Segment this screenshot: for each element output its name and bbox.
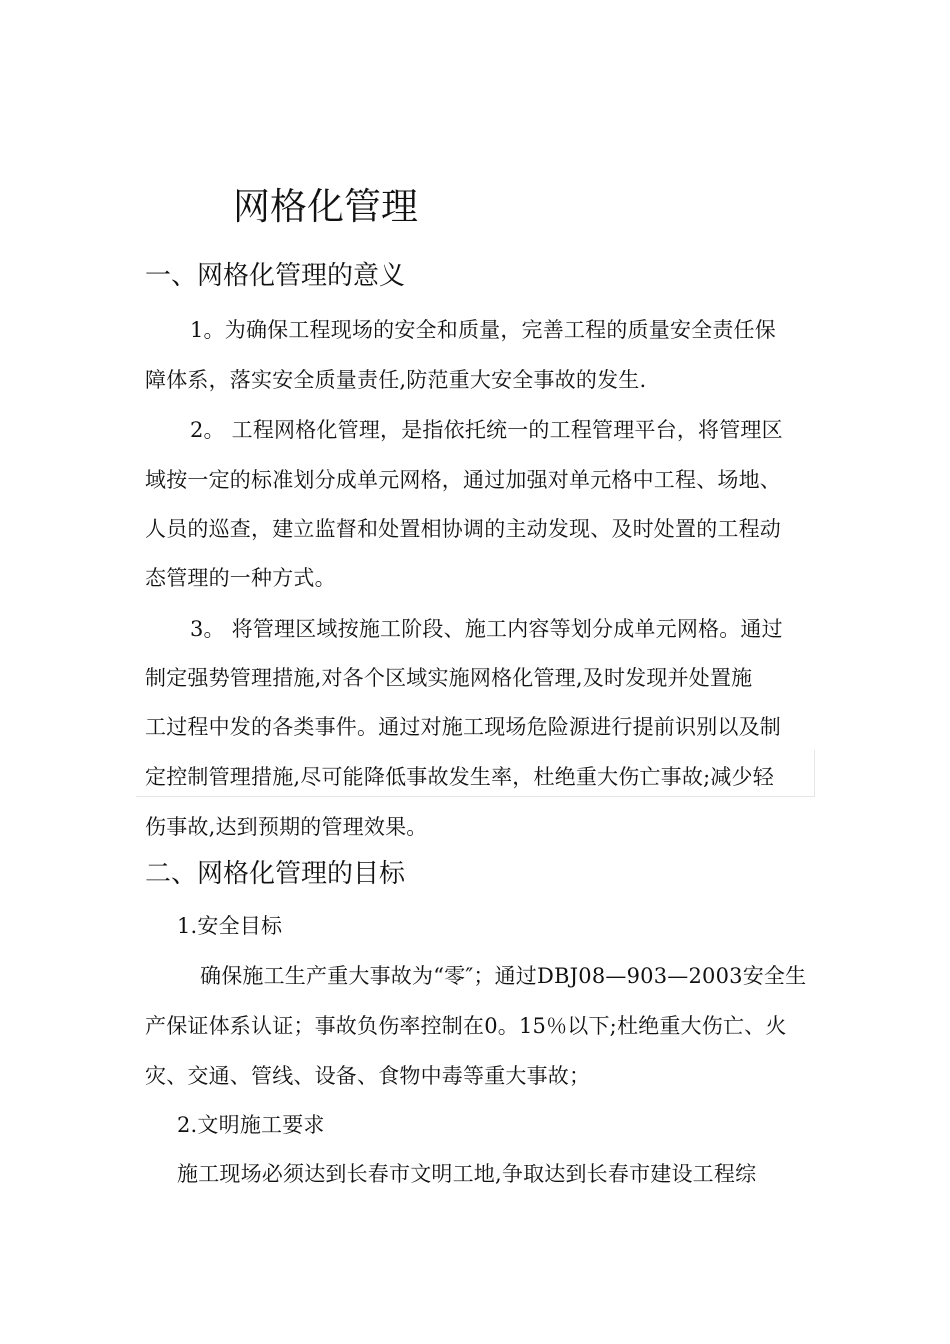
section-heading-2: 二、网格化管理的目标 <box>145 859 406 889</box>
document-title: 网格化管理 <box>233 185 418 228</box>
paragraph-line: 3。 将管理区域按施工阶段、施工内容等划分成单元网格。通过 <box>190 617 783 641</box>
paragraph-line: 制定强势管理措施,对各个区域实施网格化管理,及时发现并处置施 <box>145 666 753 690</box>
paragraph-line: 1。为确保工程现场的安全和质量，完善工程的质量安全责任保 <box>190 318 776 342</box>
subheading: 1.安全目标 <box>177 914 283 938</box>
paragraph-line: 定控制管理措施,尽可能降低事故发生率，杜绝重大伤亡事故;减少轻 <box>145 765 774 789</box>
paragraph-line: 域按一定的标准划分成单元网格，通过加强对单元格中工程、场地、 <box>145 468 781 492</box>
paragraph-line: 障体系，落实安全质量责任,防范重大安全事故的发生. <box>145 368 647 392</box>
paragraph-line: 确保施工生产重大事故为“零″；通过DBJ08—903—2003安全生 <box>200 964 807 988</box>
section-heading-1: 一、网格化管理的意义 <box>145 261 406 291</box>
paragraph-line: 产保证体系认证；事故负伤率控制在0。15％以下;杜绝重大伤亡、火 <box>145 1014 787 1038</box>
paragraph-line: 工过程中发的各类事件。通过对施工现场危险源进行提前识别以及制 <box>145 715 781 739</box>
paragraph-line: 施工现场必须达到长春市文明工地,争取达到长春市建设工程综 <box>177 1162 757 1186</box>
paragraph-line: 态管理的一种方式。 <box>145 566 336 590</box>
paragraph-line: 灾、交通、管线、设备、食物中毒等重大事故； <box>145 1064 591 1088</box>
subheading: 2.文明施工要求 <box>177 1113 325 1137</box>
paragraph-line: 人员的巡查，建立监督和处置相协调的主动发现、及时处置的工程动 <box>145 517 781 541</box>
paragraph-line: 2。 工程网格化管理，是指依托统一的工程管理平台，将管理区 <box>190 418 783 442</box>
paragraph-line: 伤事故,达到预期的管理效果。 <box>145 815 428 839</box>
